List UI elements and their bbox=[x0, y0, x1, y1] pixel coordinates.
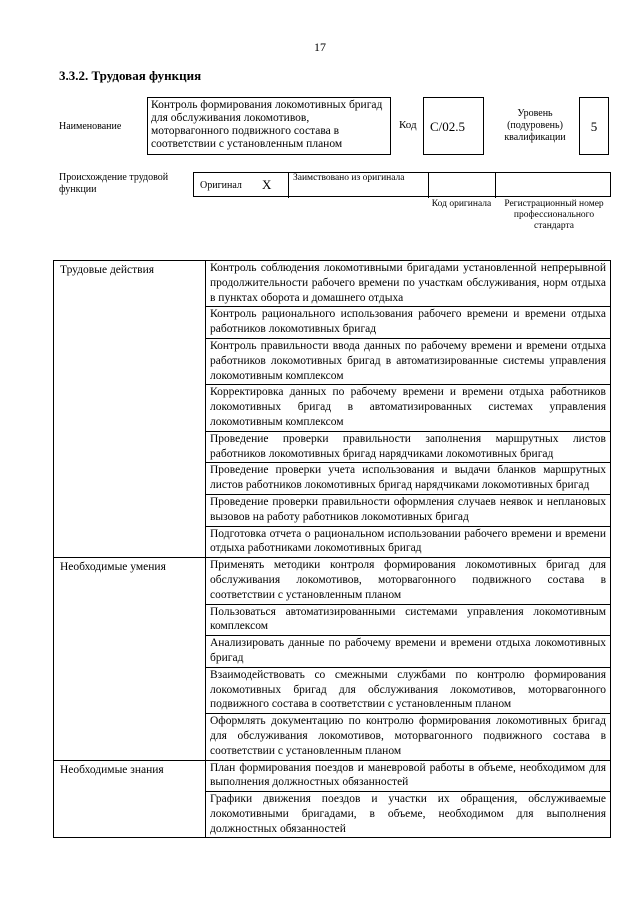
level-value: 5 bbox=[579, 97, 609, 155]
table-row bbox=[54, 261, 611, 307]
original-cell bbox=[194, 173, 289, 198]
list-item: Проведение проверки правильности оформления случаев неявок и неплановых вызовов на работу работников локомотивных бригад bbox=[206, 494, 611, 526]
function-details-table bbox=[53, 260, 611, 838]
origin-row bbox=[193, 172, 611, 197]
origin-label: Происхождение трудовой функции bbox=[59, 172, 169, 195]
list-item: Взаимодействовать со смежными службами по контролю формирования локомотивных бригад для обслуживания локомотивов, моторвагонного подвижного состава в соответствии с установленным планом bbox=[206, 667, 611, 713]
original-mark: X bbox=[262, 177, 272, 192]
section-title: 3.3.2. Трудовая функция bbox=[59, 68, 202, 83]
registration-cell bbox=[496, 173, 610, 198]
borrowed-cell bbox=[289, 173, 429, 198]
function-name: Контроль формирования локомотивных бригад для обслуживания локомотивов, моторвагонного подвижного состава в соответствии с установленным планом bbox=[147, 97, 391, 155]
borrowed-label: Заимствовано из оригинала bbox=[293, 173, 405, 183]
code-value: С/02.5 bbox=[423, 97, 484, 155]
list-item: Проведение проверки правильности заполнения маршрутных листов работников локомотивных бригад нарядчиками локомотивных бригад bbox=[206, 431, 611, 463]
page-number: 17 bbox=[314, 40, 326, 54]
list-item: Корректировка данных по рабочему времени и времени отдыха работников локомотивных бригад в автоматизированных системах управления локомотивным комплексом bbox=[206, 385, 611, 431]
original-label: Оригинал bbox=[200, 180, 242, 191]
original-code-caption: Код оригинала bbox=[431, 199, 492, 209]
list-item: Пользоваться автоматизированными системами управления локомотивным комплексом bbox=[206, 604, 611, 636]
list-item: Контроль соблюдения локомотивными бригадами установленной непрерывной продолжительности рабочего времени по участкам обслуживания, норм отдыха в пунктах оборота и домашнего отдыха bbox=[206, 261, 611, 307]
list-item: Контроль рационального использования рабочего времени и времени отдыха работников локомотивных бригад bbox=[206, 307, 611, 339]
list-item: Применять методики контроля формирования локомотивных бригад для обслуживания локомотивов, моторвагонного подвижного состава в соответствии с установленным планом bbox=[206, 558, 611, 604]
list-item: Графики движения поездов и участки их обращения, обслуживаемые локомотивными бригадами, в объеме, необходимом для выполнения должностных обязанностей bbox=[206, 792, 611, 838]
section-title-knowledge: Необходимые знания bbox=[54, 760, 206, 838]
section-title-skills: Необходимые умения bbox=[54, 558, 206, 760]
list-item: Контроль правильности ввода данных по рабочему времени и времени отдыха работников локомотивных бригад в автоматизированные системы управления локомотивным комплексом bbox=[206, 338, 611, 384]
code-label: Код bbox=[399, 119, 417, 131]
list-item: Подготовка отчета о рациональном использовании рабочего времени и времени отдыха работниками локомотивных бригад bbox=[206, 526, 611, 558]
original-code-cell bbox=[429, 173, 496, 198]
list-item: Оформлять документацию по контролю формирования локомотивных бригад для обслуживания локомотивов, моторвагонного подвижного состава в соответствии с установленным планом bbox=[206, 714, 611, 760]
list-item: Анализировать данные по рабочему времени и времени отдыха локомотивных бригад bbox=[206, 636, 611, 668]
list-item: План формирования поездов и маневровой работы в объеме, необходимом для выполнения должностных обязанностей bbox=[206, 760, 611, 792]
table-row bbox=[54, 558, 611, 604]
section-title-labor-actions: Трудовые действия bbox=[54, 261, 206, 558]
name-label: Наименование bbox=[59, 121, 122, 132]
table-row bbox=[54, 760, 611, 792]
level-label: Уровень (подуровень) квалификации bbox=[504, 108, 566, 143]
list-item: Проведение проверки учета использования и выдачи бланков маршрутных листов работников локомотивных бригад нарядчиками локомотивных бригад bbox=[206, 463, 611, 495]
registration-caption: Регистрационный номер профессионального стандарта bbox=[504, 199, 604, 231]
